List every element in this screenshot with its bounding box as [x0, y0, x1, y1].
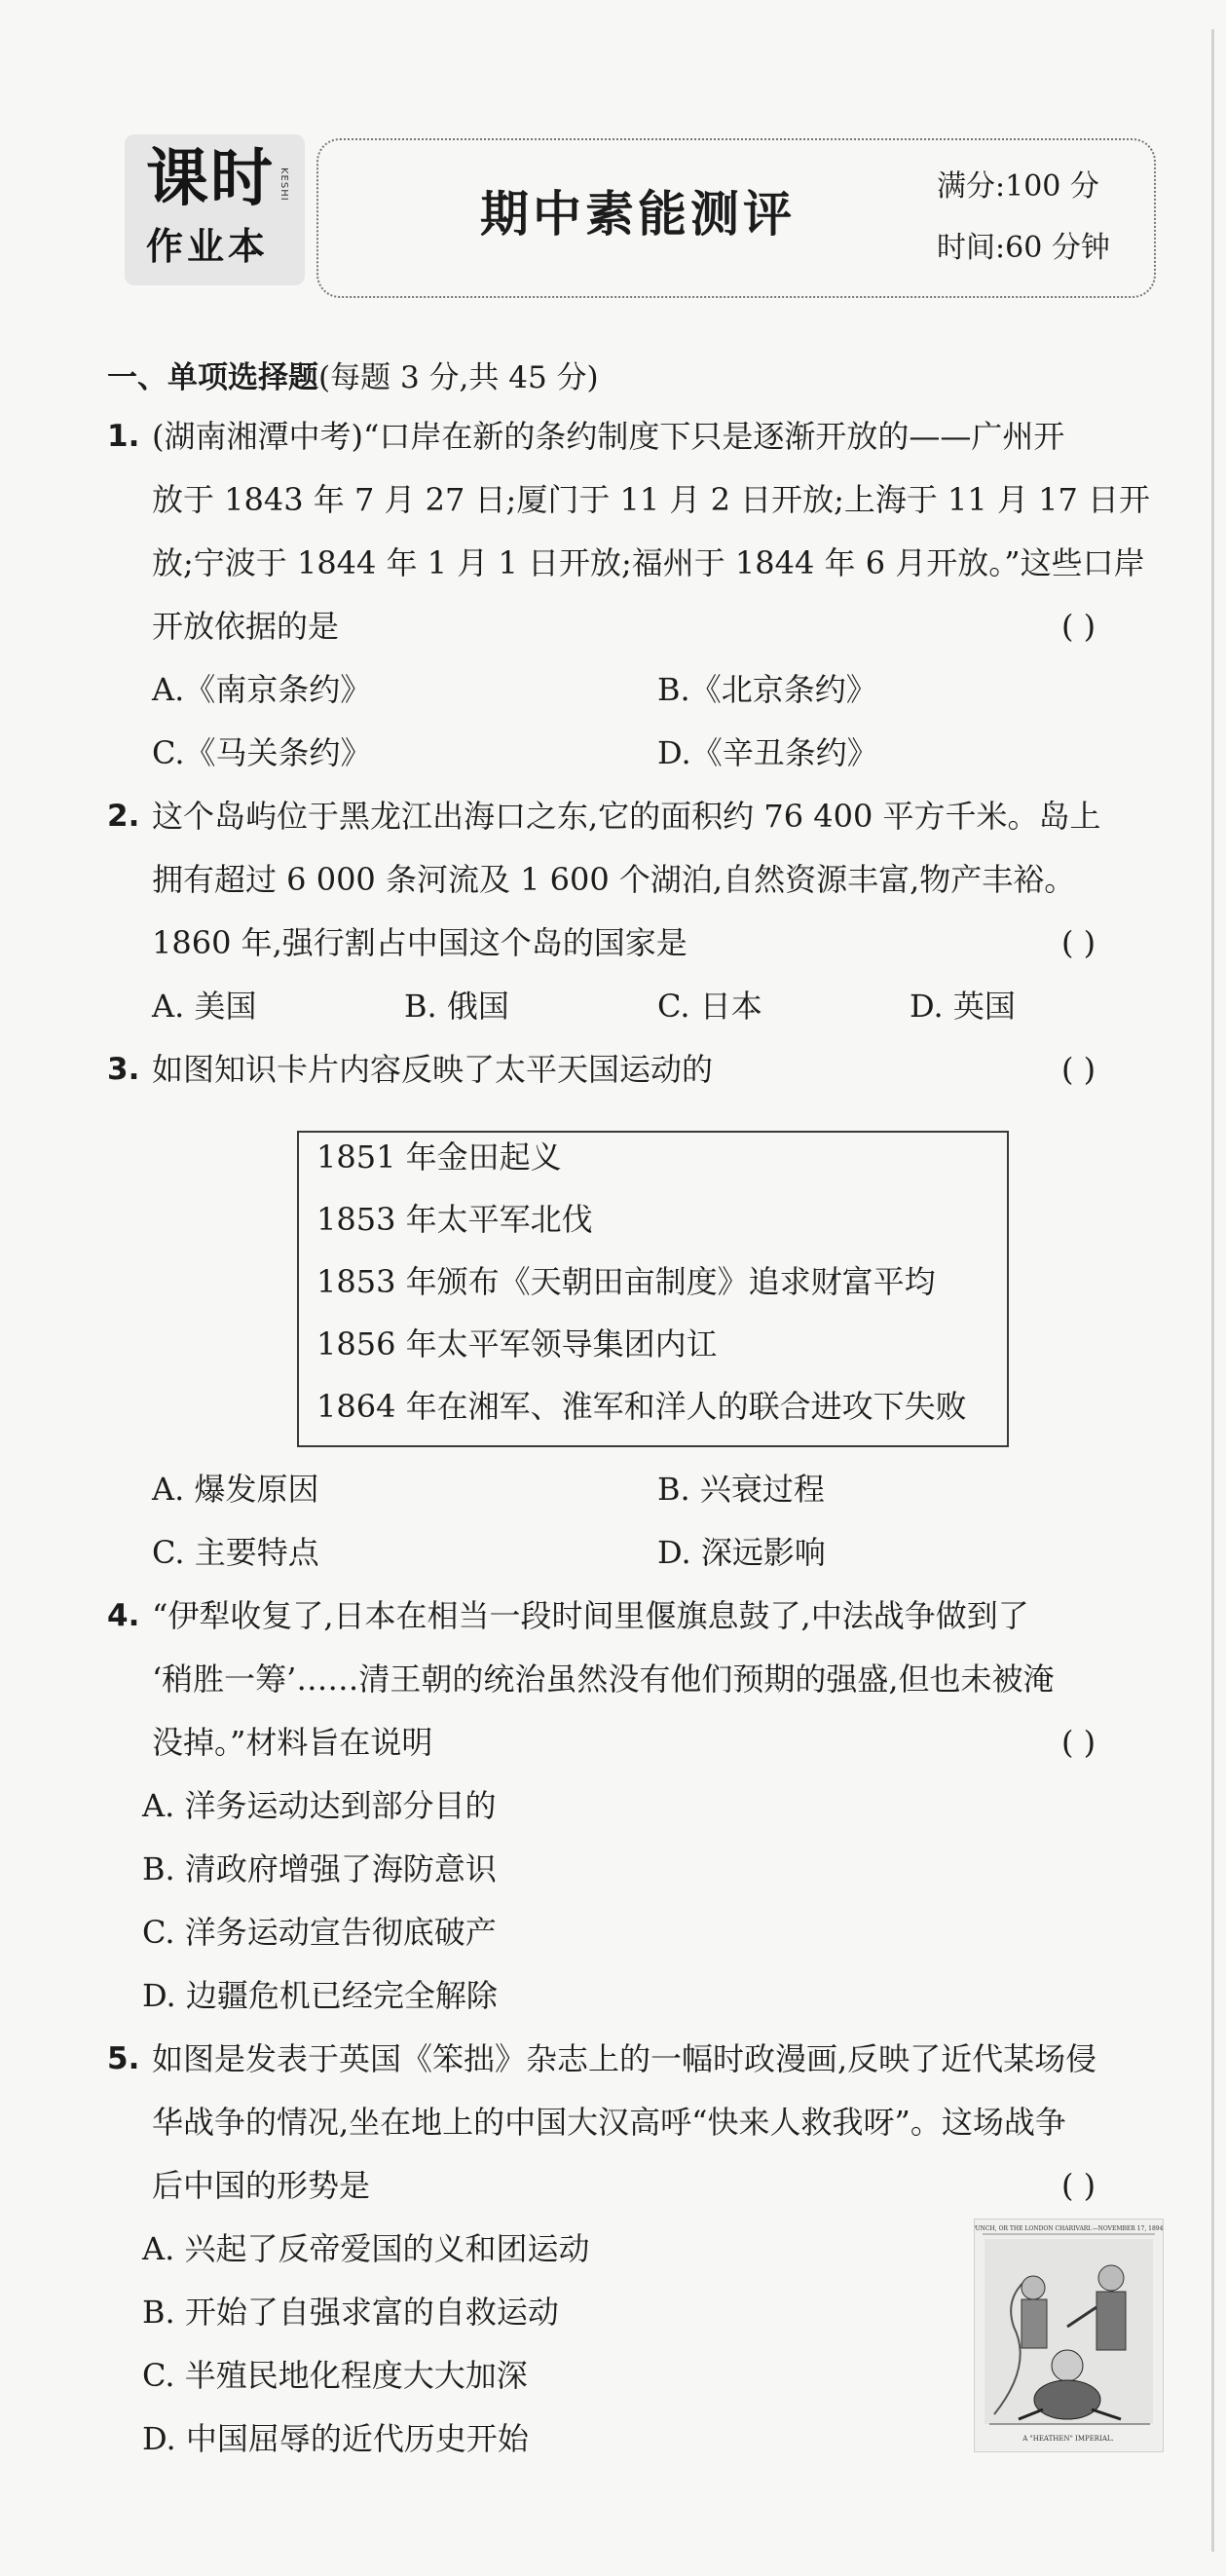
q4-option-d: D. 边疆危机已经完全解除	[142, 1977, 498, 2014]
section-heading	[107, 356, 599, 399]
q2-option-b: B. 俄国	[404, 988, 509, 1025]
q1-option-b: B.《北京条约》	[657, 671, 877, 708]
page-edge-line	[1211, 29, 1214, 2552]
q1-line-4: 开放依据的是	[152, 608, 340, 645]
cartoon-header: PUNCH, OR THE LONDON CHARIVARI.—NOVEMBER 17, 1894.	[975, 2225, 1163, 2232]
full-score: 满分:100 分	[937, 169, 1099, 204]
q2-line-3: 1860 年,强行割占中国这个岛的国家是	[152, 924, 687, 961]
q1-option-d: D.《辛丑条约》	[657, 734, 878, 771]
logo-side-text: KESHI	[279, 168, 289, 202]
q2-answer-blank: ( )	[1061, 924, 1096, 961]
q4-line-1: “伊犁收复了,日本在相当一段时间里偃旗息鼓了,中法战争做到了	[152, 1597, 1029, 1634]
q2-line-1: 这个岛屿位于黑龙江出海口之东,它的面积约 76 400 平方千米。岛上	[152, 798, 1101, 835]
q4-option-a: A. 洋务运动达到部分目的	[142, 1787, 497, 1824]
q5-line-3: 后中国的形势是	[152, 2167, 371, 2204]
q5-option-b: B. 开始了自强求富的自救运动	[142, 2294, 559, 2331]
q2-option-d: D. 英国	[910, 988, 1016, 1025]
page-title: 期中素能测评	[480, 185, 796, 243]
card-line-1: 1851 年金田起义	[316, 1139, 562, 1176]
q4-line-2: ‘稍胜一筹’……清王朝的统治虽然没有他们预期的强盛,但也未被淹	[152, 1661, 1055, 1698]
q5-option-d: D. 中国屈辱的近代历史开始	[142, 2420, 529, 2457]
q5-line-1: 如图是发表于英国《笨拙》杂志上的一幅时政漫画,反映了近代某场侵	[152, 2040, 1097, 2077]
time-limit: 时间:60 分钟	[937, 231, 1110, 265]
q4-option-b: B. 清政府增强了海防意识	[142, 1850, 497, 1887]
q5-option-a: A. 兴起了反帝爱国的义和团运动	[142, 2230, 590, 2267]
q3-option-a: A. 爆发原因	[152, 1471, 319, 1508]
q5-number: 5.	[107, 2041, 140, 2076]
q4-option-c: C. 洋务运动宣告彻底破产	[142, 1914, 497, 1951]
section-note: (每题 3 分,共 45 分)	[318, 360, 599, 395]
q2-option-a: A. 美国	[152, 988, 257, 1025]
logo-line1: 课时	[146, 143, 275, 215]
logo-line2: 作业本	[146, 225, 270, 268]
q3-option-d: D. 深远影响	[657, 1534, 826, 1571]
q5-line-2: 华战争的情况,坐在地上的中国大汉高呼“快来人救我呀”。这场战争	[152, 2104, 1066, 2141]
q1-line-2: 放于 1843 年 7 月 27 日;厦门于 11 月 2 日开放;上海于 11 月 17 日开	[152, 481, 1151, 518]
section-title: 一、单项选择题	[107, 360, 318, 395]
q1-answer-blank: ( )	[1061, 608, 1096, 645]
cartoon-drawing	[975, 2220, 1163, 2451]
political-cartoon	[974, 2219, 1164, 2452]
q3-line-1: 如图知识卡片内容反映了太平天国运动的	[152, 1051, 714, 1088]
card-line-3: 1853 年颁布《天朝田亩制度》追求财富平均	[316, 1263, 936, 1300]
q2-number: 2.	[107, 799, 140, 834]
q5-answer-blank: ( )	[1061, 2167, 1096, 2204]
q3-option-c: C. 主要特点	[152, 1534, 319, 1571]
q3-number: 3.	[107, 1052, 140, 1087]
q2-option-c: C. 日本	[657, 988, 762, 1025]
q1-line-1: (湖南湘潭中考)“口岸在新的条约制度下只是逐渐开放的——广州开	[152, 418, 1065, 455]
q2-line-2: 拥有超过 6 000 条河流及 1 600 个湖泊,自然资源丰富,物产丰裕。	[152, 861, 1076, 898]
q1-option-a: A.《南京条约》	[152, 671, 372, 708]
q4-answer-blank: ( )	[1061, 1724, 1096, 1761]
q5-option-c: C. 半殖民地化程度大大加深	[142, 2357, 528, 2394]
q1-line-3: 放;宁波于 1844 年 1 月 1 日开放;福州于 1844 年 6 月开放。”这些口岸	[152, 544, 1145, 581]
q3-option-b: B. 兴衰过程	[657, 1471, 825, 1508]
q1-number: 1.	[107, 419, 140, 454]
card-line-5: 1864 年在湘军、淮军和洋人的联合进攻下失败	[316, 1388, 967, 1425]
cartoon-caption: A "HEATHEN" IMPERIAL.	[1022, 2435, 1114, 2443]
q3-answer-blank: ( )	[1061, 1051, 1096, 1088]
q4-number: 4.	[107, 1598, 140, 1633]
card-line-4: 1856 年太平军领导集团内讧	[316, 1325, 718, 1363]
q4-line-3: 没掉。”材料旨在说明	[152, 1724, 433, 1761]
card-line-2: 1853 年太平军北伐	[316, 1201, 593, 1238]
q1-option-c: C.《马关条约》	[152, 734, 372, 771]
